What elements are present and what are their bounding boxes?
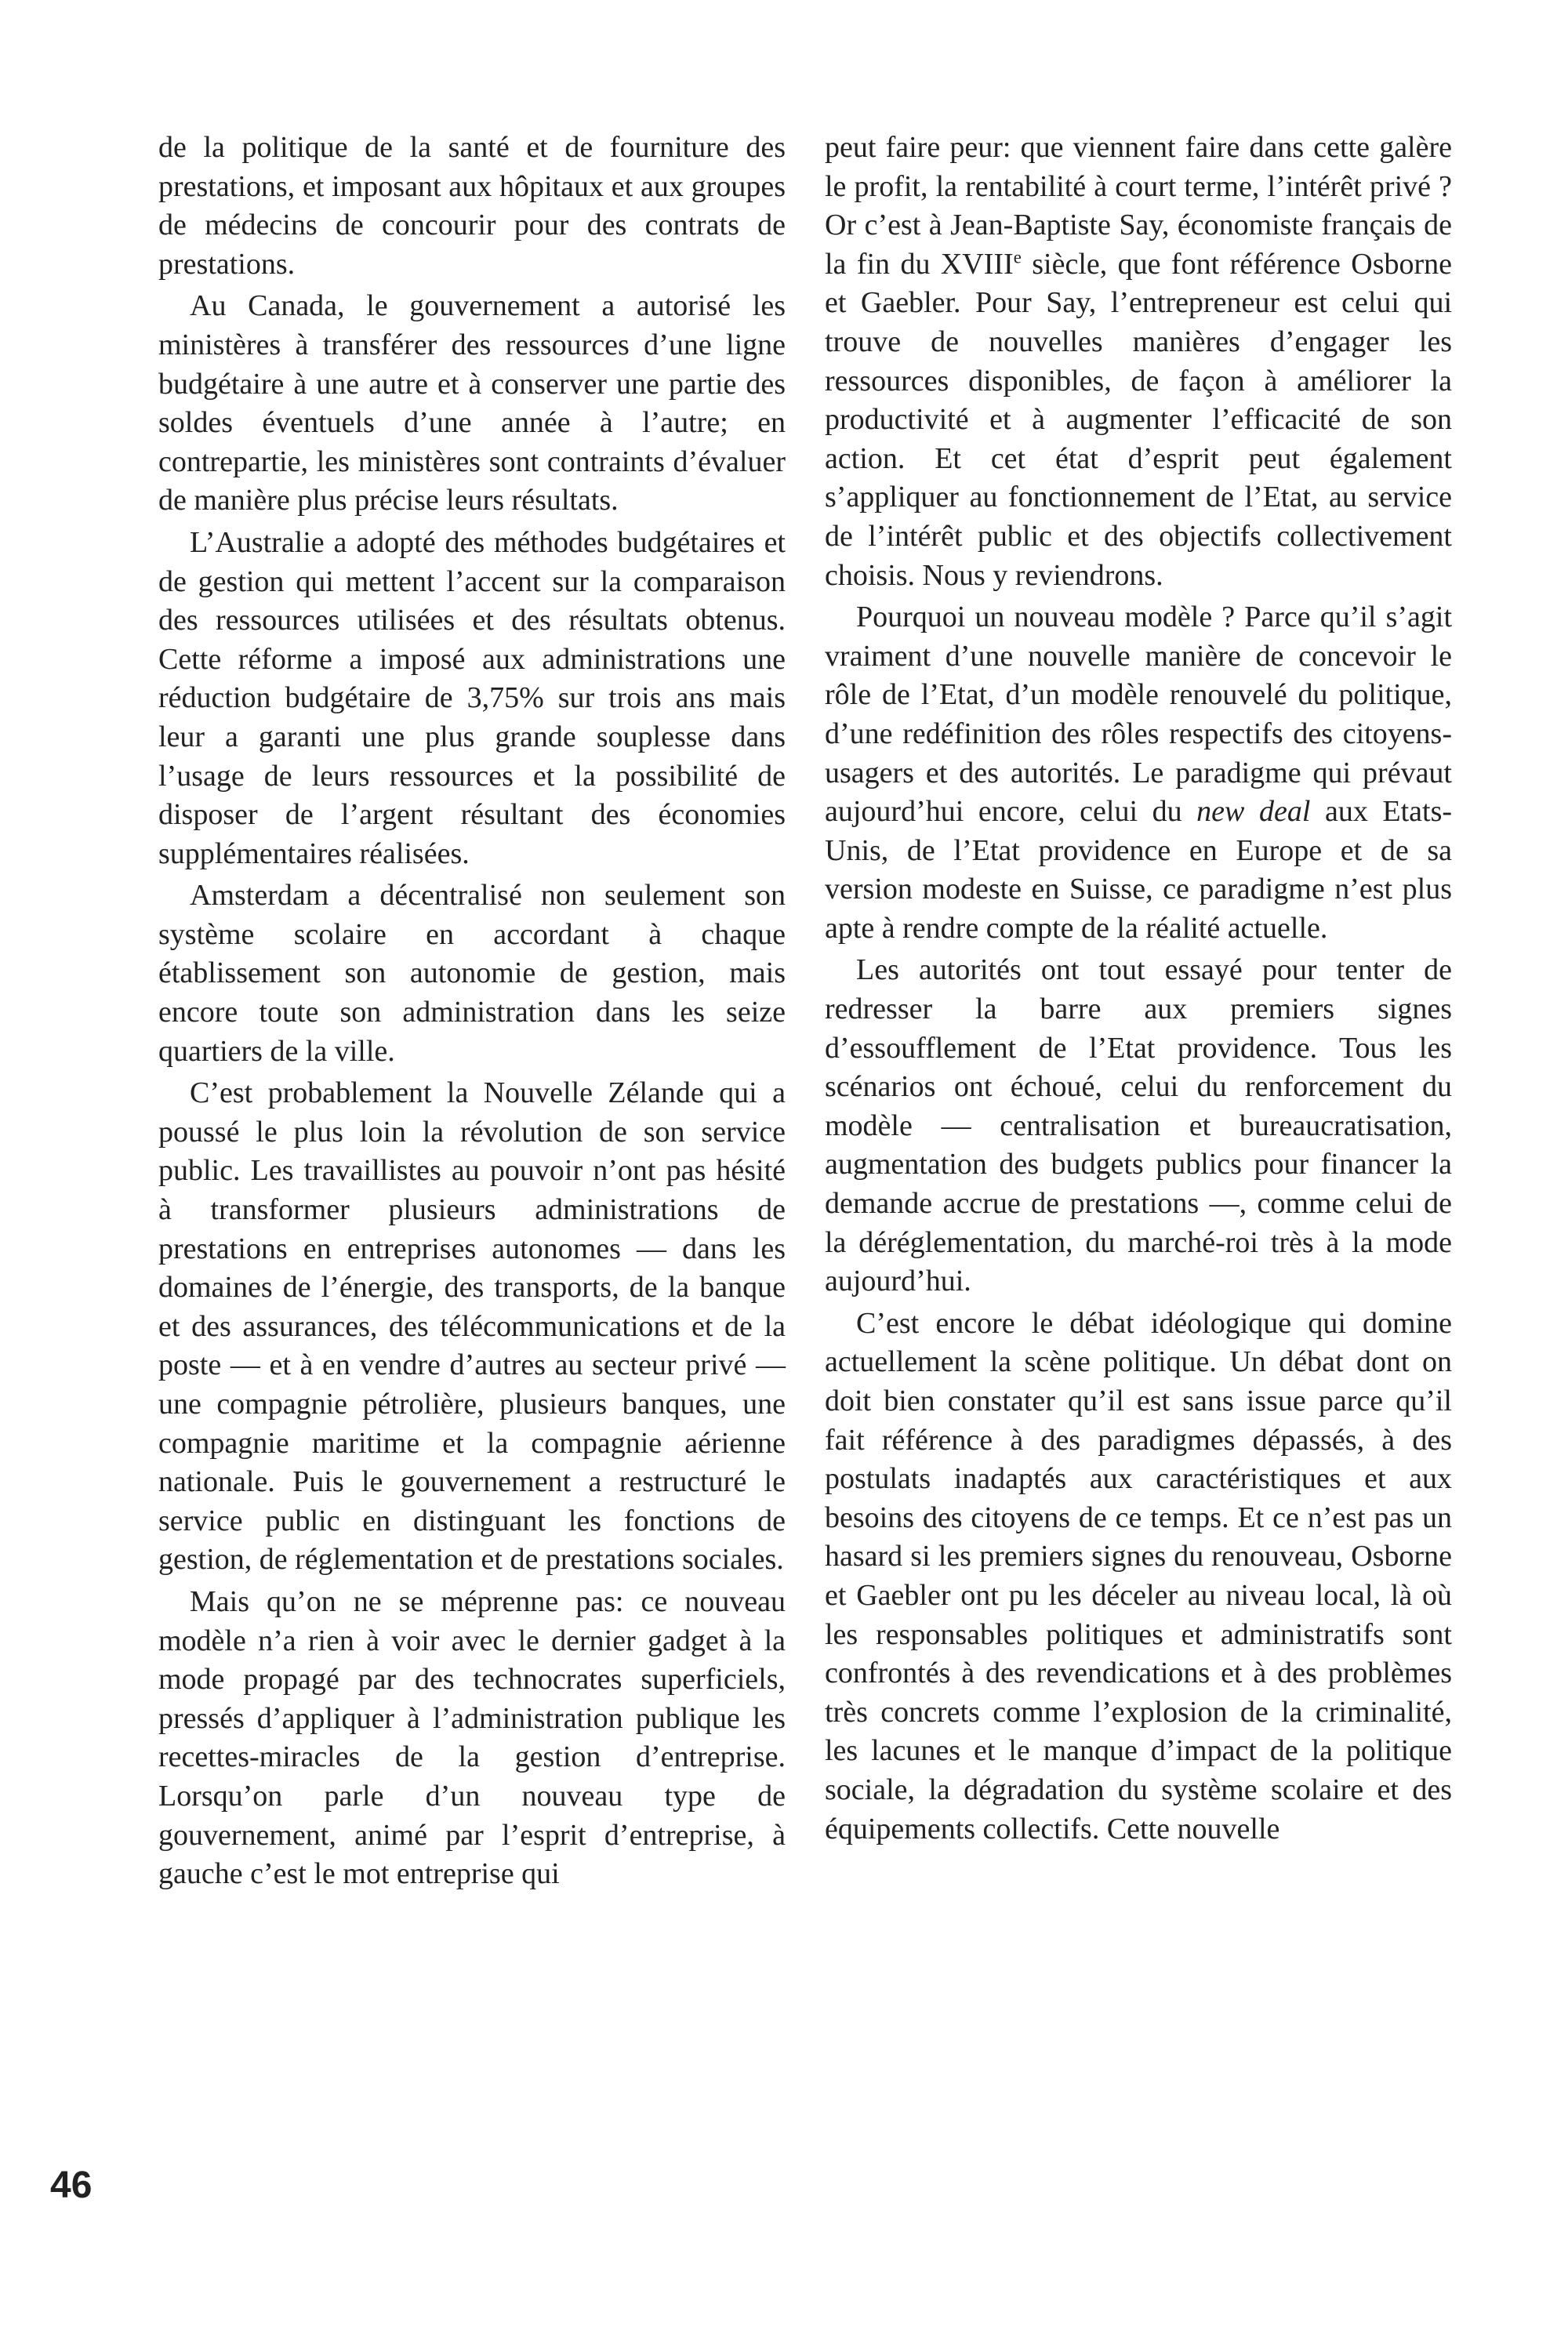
century-numeral: XVIII <box>940 247 1014 281</box>
paragraph: Amsterdam a décentralisé non seulement son système scolaire en accordant à chaque établissement son autonomie de gestion, mais encore toute son administration dans les seize quartiers de la ville. <box>158 879 786 1068</box>
century-superscript: e <box>1013 247 1022 267</box>
paragraph <box>825 129 1452 595</box>
paragraph-text: aux Etats-Unis, de l’Etat providence en Europe et de sa version modeste en Suisse, ce paradigme n’est plus apte à rendre compte de la réalité actuelle. <box>825 795 1453 945</box>
paragraph: L’Australie a adopté des méthodes budgétaires et de gestion qui mettent l’accent sur la comparaison des ressources utilisées et des résultats obtenus. Cette réforme a imposé aux administrations une réduction budgétaire de 3,75% sur trois ans mais leur a garanti une plus grande souplesse dans l’usage de leurs ressources et la possibilité de disposer de l’argent résultant des économies supplémentaires réalisées. <box>158 525 786 870</box>
paragraph: de la politique de la santé et de fourniture des prestations, et imposant aux hôpitaux et aux groupes de médecins de concourir pour des contrats de prestations. <box>158 131 786 281</box>
left-column <box>158 129 786 1897</box>
page-number: 46 <box>50 2165 93 2206</box>
paragraph: C’est encore le débat idéologique qui domine actuellement la scène politique. Un débat dont on doit bien constater qu’il est sans issue parce qu’il fait référence à des paradigmes dépassés, à des postulats inadaptés aux caractéristiques et aux besoins des citoyens de ce temps. Et ce n’est pas un hasard si les premiers signes du renouveau, Osborne et Gaebler ont pu les déceler au niveau local, là où les responsables politiques et administratifs sont confrontés à des revendications et à des problèmes très concrets comme l’explosion de la criminalité, les lacunes et le manque d’impact de la politique sociale, la dégradation du système scolaire et des équipements collectifs. Cette nouvelle <box>825 1306 1452 1845</box>
paragraph-text: peut faire peur: que viennent faire dans cette galère le profit, la rentabilité à court terme, l’intérêt privé ? Or c’est à Jean-Baptiste Say, économiste français de la fin du <box>825 131 1452 281</box>
paragraph <box>825 598 1452 948</box>
paragraph: Les autorités ont tout essayé pour tenter de redresser la barre aux premiers signes d’essoufflement de l’Etat providence. Tous les scénarios ont échoué, celui du renforcement du modèle — centralisation et bureaucratisation, augmentation des budgets publics pour financer la demande accrue de prestations —, comme celui de la déréglementation, du marché-roi très à la mode aujourd’hui. <box>825 953 1452 1298</box>
paragraph: Au Canada, le gouvernement a autorisé les ministères à transférer des ressources d’une ligne budgétaire à une autre et à conserver une partie des soldes éventuels d’une année à l’autre; en contrepartie, les ministères sont contraints d’évaluer de manière plus précise leurs résultats. <box>158 289 786 517</box>
italic-term: new deal <box>1196 795 1311 829</box>
paragraph-text: Pourquoi un nouveau modèle ? Parce qu’il s’agit vraiment d’une nouvelle manière de concevoir le rôle de l’Etat, d’un modèle renouvelé du politique, d’une redéfinition des rôles respectifs des citoyens-usagers et des autorités. Le paradigme qui prévaut aujourd’hui encore, celui du <box>825 601 1452 829</box>
paragraph-text: siècle, que font référence Osborne et Gaebler. Pour Say, l’entrepreneur est celui qui trouve de nouvelles manières d’engager les ressources disponibles, de façon à améliorer la productivité et à augmenter l’efficacité de son action. Et cet état d’esprit peut également s’appliquer au fonctionnement de l’Etat, au service de l’intérêt public et des objectifs collectivement choisis. Nous y reviendrons. <box>825 247 1452 592</box>
right-column <box>825 129 1452 1852</box>
paragraph: Mais qu’on ne se méprenne pas: ce nouveau modèle n’a rien à voir avec le dernier gadget à la mode propagé par des technocrates superficiels, pressés d’appliquer à l’administration publique les recettes-miracles de la gestion d’entreprise. Lorsqu’on parle d’un nouveau type de gouvernement, animé par l’esprit d’entreprise, à gauche c’est le mot entreprise qui <box>158 1584 786 1891</box>
paragraph: C’est probablement la Nouvelle Zélande qui a poussé le plus loin la révolution de son service public. Les travaillistes au pouvoir n’ont pas hésité à transformer plusieurs administrations de prestations en entreprises autonomes — dans les domaines de l’énergie, des transports, de la banque et des assurances, des télécommunications et de la poste — et à en vendre d’autres au secteur privé — une compagnie pétrolière, plusieurs banques, une compagnie maritime et la compagnie aérienne nationale. Puis le gouvernement a restructuré le service public en distinguant les fonctions de gestion, de réglementation et de prestations sociales. <box>158 1076 786 1577</box>
